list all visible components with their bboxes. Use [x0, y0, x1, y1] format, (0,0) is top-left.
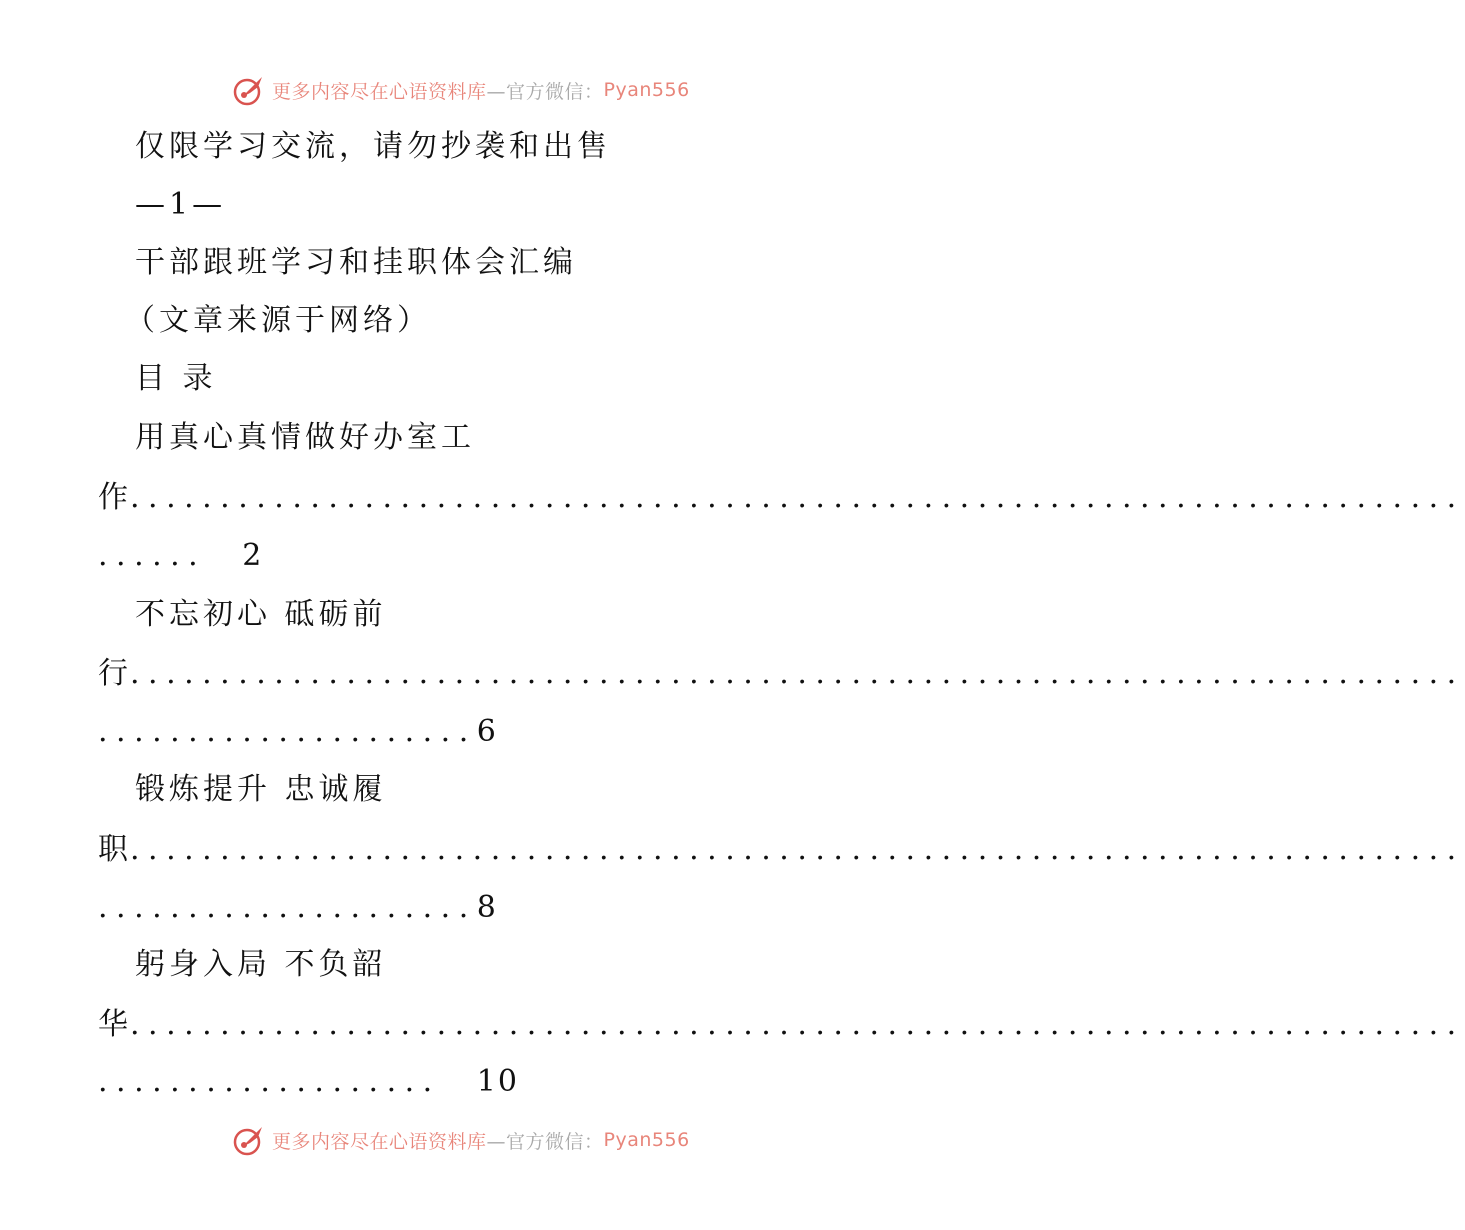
toc-entry-title: 躬身入局 不负韶 — [135, 947, 387, 982]
toc-heading: 目 录 — [135, 361, 217, 396]
banner-site-text: 更多内容尽在心语资料库 — [272, 80, 487, 103]
toc-entry-wrap: 职 — [98, 832, 132, 867]
banner-wechat-label: —官方微信： — [486, 80, 604, 103]
toc-entry-title: 不忘初心 砥砺前 — [135, 597, 387, 632]
toc-leader-dots: .......................................................................... — [130, 1007, 1465, 1042]
toc-leader-dots-tail: ...... — [98, 538, 207, 573]
toc-page-number: 8 — [476, 890, 498, 925]
toc-page-number: 10 — [476, 1064, 519, 1099]
footer-banner — [232, 1120, 732, 1160]
toc-entry-wrap: 华 — [98, 1007, 132, 1042]
source-note: （文章来源于网络） — [125, 303, 431, 338]
toc-leader-dots-end — [98, 536, 263, 576]
toc-leader-dots-tail: ..................... — [98, 714, 477, 749]
page-marker: —1— — [135, 187, 227, 222]
header-note: 仅限学习交流，请勿抄袭和出售 — [135, 129, 611, 164]
toc-leader-dots-end — [98, 712, 498, 752]
toc-entry-wrap: 作 — [98, 480, 132, 515]
toc-leader-dots-tail: ................... — [98, 1064, 441, 1099]
toc-entry-wrap: 行 — [98, 656, 132, 691]
toc-leader-dots: .......................................................................... — [130, 480, 1465, 515]
header-banner — [232, 70, 732, 110]
toc-leader-dots-end — [98, 1062, 519, 1102]
toc-leader-dots-end — [98, 888, 498, 928]
toc-entry-title: 锻炼提升 忠诚履 — [135, 772, 387, 807]
banner-wechat-id: Pyan556 — [603, 1129, 690, 1151]
banner-wechat-label: —官方微信： — [486, 1130, 604, 1153]
toc-leader-dots: .......................................................................... — [130, 832, 1465, 867]
toc-entry-title: 用真心真情做好办室工 — [135, 420, 475, 455]
banner-wechat-id: Pyan556 — [603, 79, 690, 101]
feather-logo-icon — [232, 73, 266, 107]
toc-leader-dots: .......................................................................... — [130, 656, 1465, 691]
feather-logo-icon — [232, 1123, 266, 1157]
toc-page-number: 2 — [242, 538, 264, 573]
toc-page-number: 6 — [476, 714, 498, 749]
toc-leader-dots-tail: ..................... — [98, 890, 477, 925]
document-title: 干部跟班学习和挂职体会汇编 — [135, 245, 577, 280]
banner-site-text: 更多内容尽在心语资料库 — [272, 1130, 487, 1153]
